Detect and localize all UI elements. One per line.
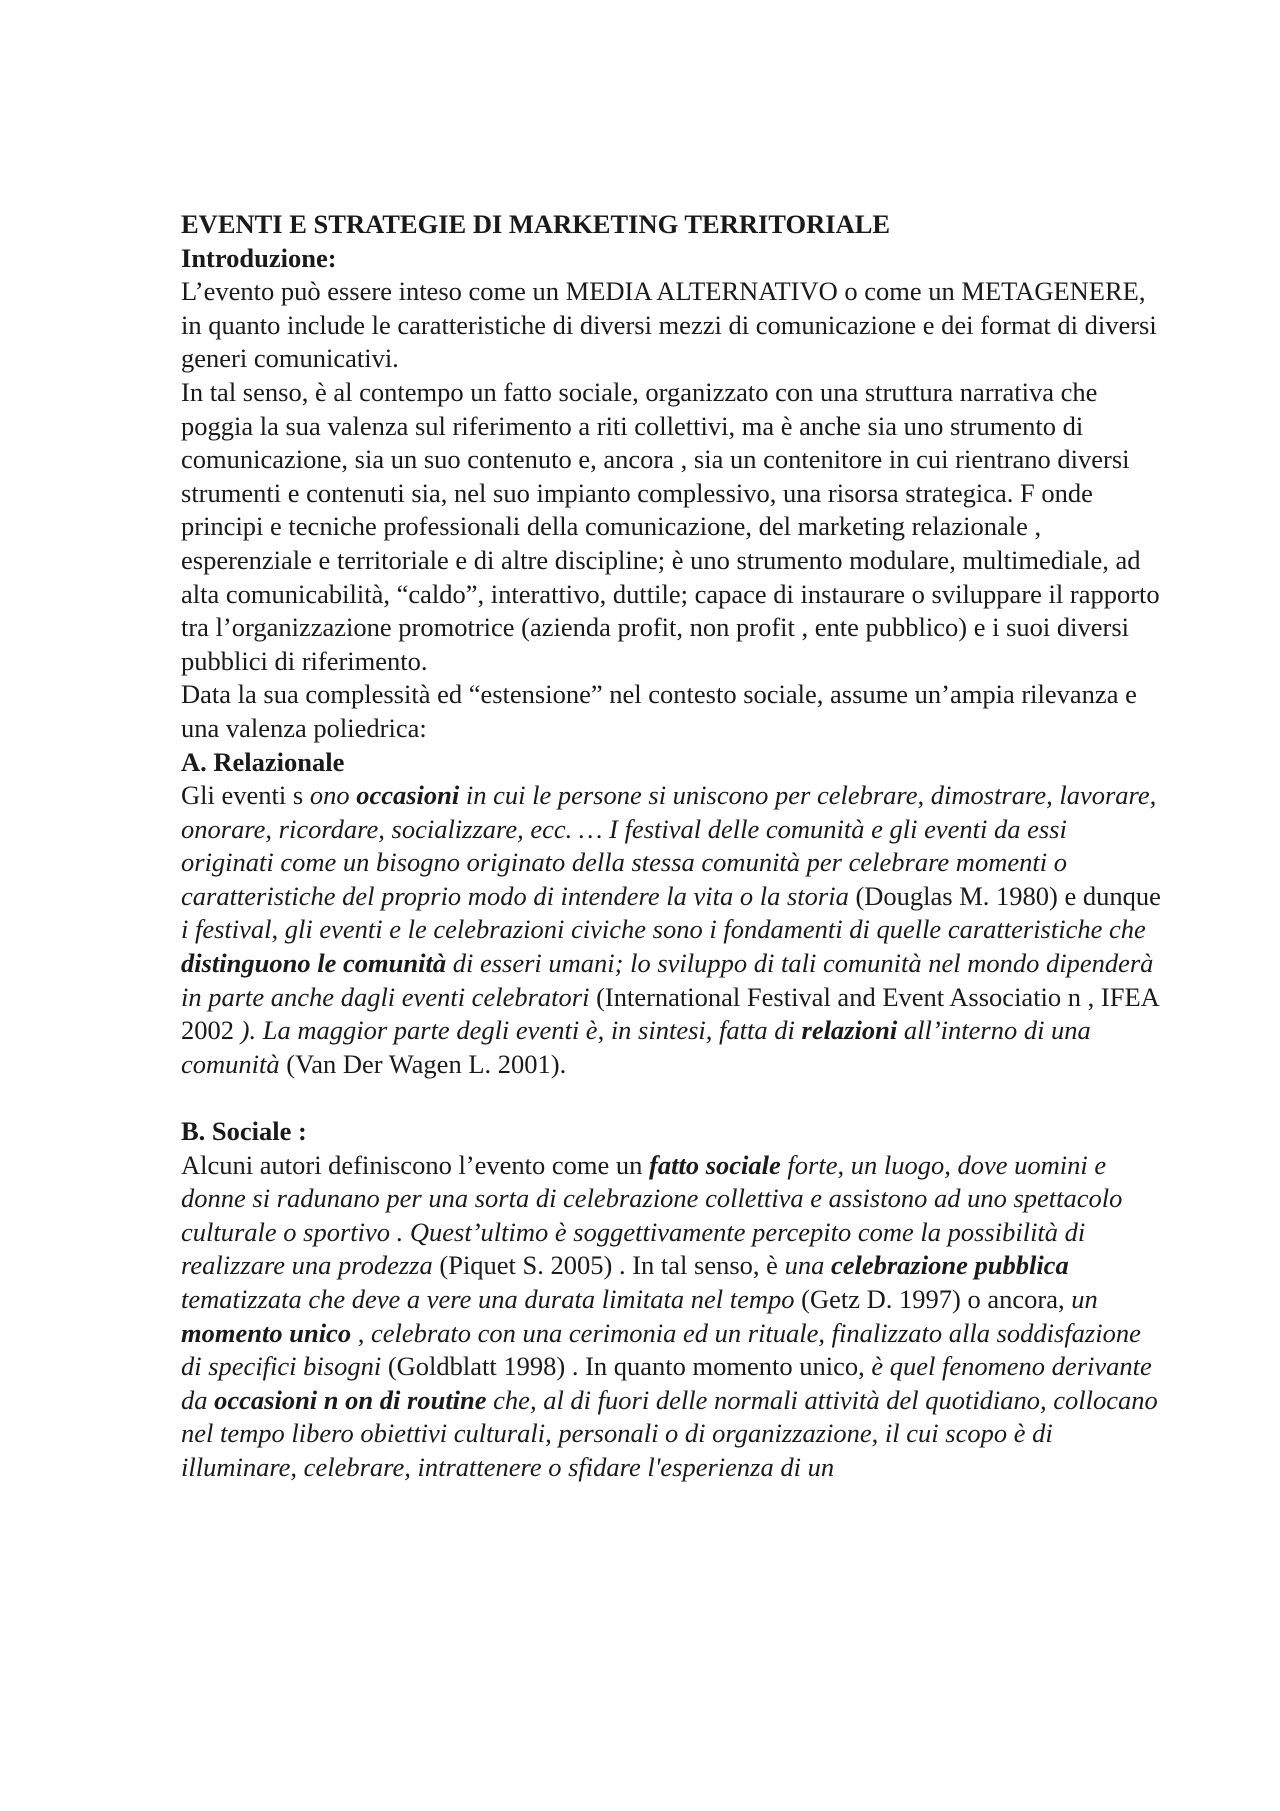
bold-italic-run — [181, 1318, 351, 1348]
bold-italic-run — [802, 1015, 898, 1045]
citation: (Goldblatt 1998) . In quanto momento unico, — [381, 1351, 872, 1382]
emphasis-term: fatto sociale — [649, 1149, 781, 1180]
section-a-heading: A. Relazionale — [181, 746, 345, 777]
italic-run: ). La maggior parte degli eventi è, in sintesi, fatta di — [240, 1015, 802, 1046]
citation: (International Festival and Event Associatio n , IFEA 2002 — [181, 981, 1159, 1046]
bold-italic-run — [831, 1250, 1069, 1280]
bold-italic-run — [214, 1385, 486, 1415]
citation: (Van Der Wagen L. 2001). — [279, 1048, 567, 1079]
citation: (Getz D. 1997) o ancora, — [794, 1284, 1072, 1314]
intro-paragraph-3: Data la sua complessità ed “estensione” nel contesto sociale, assume un’ampia rilevanza e una valenza poliedrica: — [181, 679, 1137, 743]
italic-run: è quel fenomeno derivante da — [181, 1351, 1152, 1415]
emphasis-term: momento unico — [181, 1317, 352, 1348]
text-run: Alcuni autori definiscono l’evento come un — [181, 1149, 650, 1180]
italic-run: un — [1071, 1284, 1098, 1314]
italic-run: di esseri umani; lo sviluppo di tali comunità nel mondo dipenderà in parte anche dagli eventi celebratori — [181, 948, 1154, 1012]
emphasis-term: occasioni — [356, 780, 460, 811]
paragraph-spacer — [181, 1081, 1161, 1115]
emphasis-term: celebrazione pubblica — [830, 1250, 1069, 1281]
document-title: EVENTI E STRATEGIE DI MARKETING TERRITORIALE — [181, 209, 891, 239]
bold-italic-run — [181, 948, 446, 978]
section-b-heading: B. Sociale : — [181, 1116, 307, 1147]
section-b-paragraph — [181, 1149, 1161, 1485]
italic-run: i festival, gli eventi e le celebrazioni civiche sono i fondamenti di quelle caratteristiche che — [181, 914, 1146, 945]
italic-run: tematizzata che deve a vere una durata limitata nel tempo — [181, 1284, 795, 1314]
italic-run: , celebrato con una cerimonia ed un rituale, finalizzato alla soddisfazione di specifici bisogni — [181, 1317, 1141, 1382]
italic-run: che, al di fuori delle normali attività del quotidiano, collocano nel tempo libero obiettivi culturali, personali o di organizzazione, il cui scopo è di illuminare, celebrare, intrattenere o sfidare l'esperienza di un — [181, 1384, 1158, 1482]
citation: (Douglas M. 1980) e dunque — [848, 880, 1161, 911]
intro-heading: Introduzione: — [181, 242, 337, 273]
citation: (Piquet S. 2005) . In tal senso, è — [432, 1250, 785, 1281]
italic-run: all’interno di una comunità — [181, 1015, 1091, 1079]
italic-run: forte, un luogo, dove uomini e donne si radunano per una sorta di celebrazione collettiva e assistono ad uno spettacolo culturale o sportivo . Quest’ultimo è soggettivamente percepito come la possibilità di realizzare una prodezza — [181, 1149, 1123, 1281]
intro-paragraph-2: In tal senso, è al contempo un fatto sociale, organizzato con una struttura narrativa che poggia la sua valenza sul riferimento a riti collettivi, ma è anche sia uno strumento di comunicazione, sia un suo contenuto e, ancora , sia un contenitore in cui rientrano diversi strumenti e contenuti sia, nel suo impianto complessivo, una risorsa strategica. F onde principi e tecniche professionali della comunicazione, del marketing relazionale , esperenziale e territoriale e di altre discipline; è uno strumento modulare, multimediale, ad alta comunicabilità, “caldo”, interattivo, duttile; capace di instaurare o sviluppare il rapporto tra l’organizzazione promotrice (azienda profit, non profit , ente pubblico) e i suoi diversi pubblici di riferimento. — [181, 376, 1160, 676]
italic-run: una — [784, 1250, 831, 1281]
bold-italic-run — [649, 1150, 781, 1180]
text-run: Gli eventi s — [181, 780, 310, 811]
italic-run: in cui le persone si uniscono per celebrare, dimostrare, lavorare, onorare, ricordare, socializzare, ecc. … I festival delle comunità e gli eventi da essi originati come un bisogno originato della stessa comunità per celebrare momenti o caratteristiche del proprio modo di intendere la vita o la storia — [181, 780, 1157, 911]
document-body — [181, 208, 1161, 1485]
section-a-paragraph — [181, 779, 1161, 1081]
emphasis-term: relazioni — [801, 1015, 898, 1046]
emphasis-term: occasioni n on di routine — [214, 1384, 487, 1415]
italic-run: ono — [309, 780, 357, 811]
emphasis-term: distinguono le comunità — [181, 948, 447, 979]
bold-italic-run — [356, 780, 459, 810]
intro-paragraph-1: L’evento può essere inteso come un MEDIA ALTERNATIVO o come un METAGENERE, in quanto include le caratteristiche di diversi mezzi di comunicazione e dei format di diversi generi comunicativi. — [181, 276, 1157, 374]
